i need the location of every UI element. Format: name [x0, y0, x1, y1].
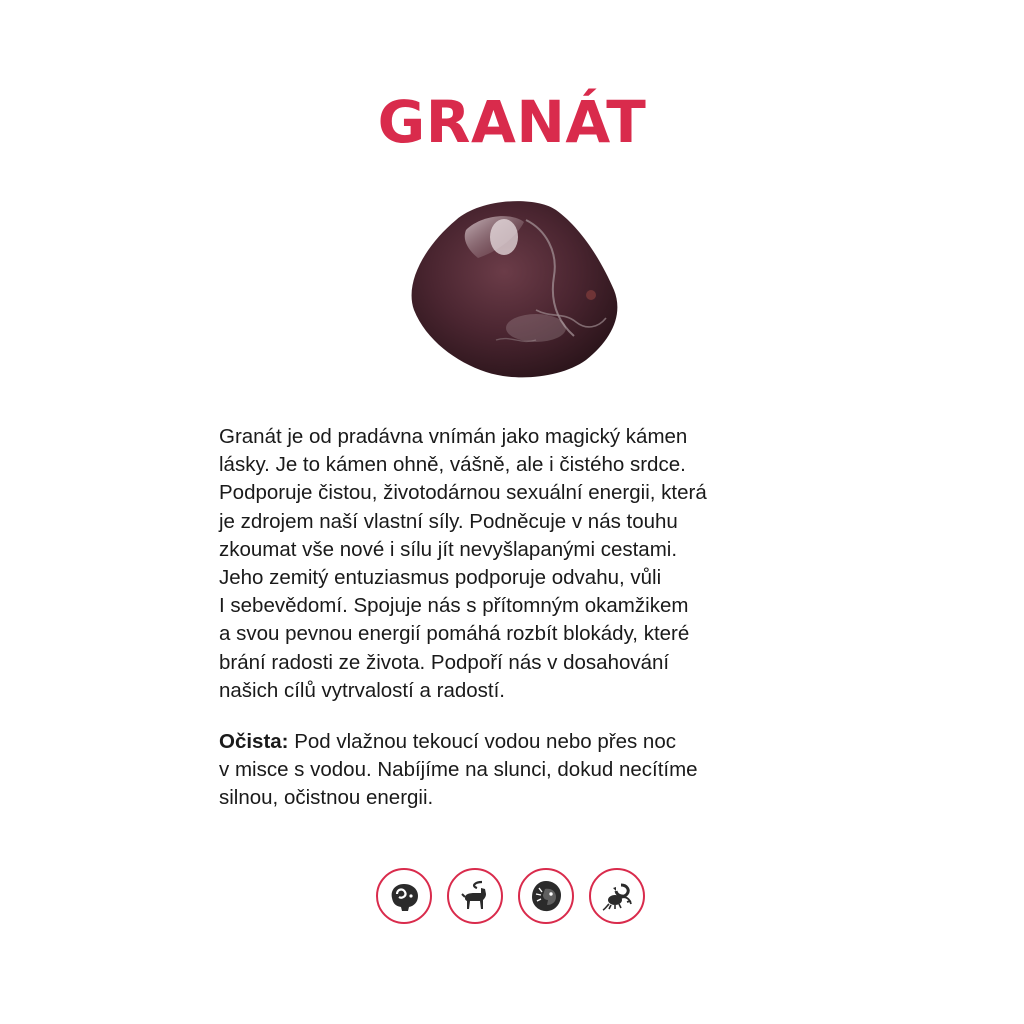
cleansing-line: v misce s vodou. Nabíjíme na slunci, dokud necítíme — [219, 758, 698, 782]
scorpio-scorpion-icon — [589, 868, 645, 924]
description-line: našich cílů vytrvalostí a radostí. — [219, 678, 505, 702]
description-line: lásky. Je to kámen ohně, vášně, ale i čistého srdce. — [219, 453, 686, 477]
cleansing-line: silnou, očistnou energii. — [219, 786, 434, 810]
page-title: GRANÁT — [377, 88, 647, 156]
leo-lion-icon — [518, 868, 574, 924]
cleansing-line — [219, 728, 819, 756]
description-line: je zdrojem naší vlastní síly. Podněcuje v nás touhu — [219, 509, 678, 533]
description-paragraph — [219, 423, 819, 705]
description-line: Granát je od pradávna vnímán jako magický kámen — [219, 425, 688, 448]
description-line: a svou pevnou energií pomáhá rozbít blokády, které — [219, 622, 690, 646]
description-line: Podporuje čistou, životodárnou sexuální energii, která — [219, 481, 707, 505]
cleansing-label: Očista: — [219, 730, 289, 753]
garnet-stone-image — [386, 190, 646, 390]
cleansing-text: Pod vlažnou tekoucí vodou nebo přes noc — [288, 730, 676, 753]
zodiac-signs — [376, 868, 656, 930]
aries-ram-icon — [376, 868, 432, 924]
cleansing-paragraph — [219, 728, 819, 813]
description-line: zkoumat vše nové i sílu jít nevyšlapanými cestami. — [219, 537, 678, 561]
description-line: brání radosti ze života. Podpoří nás v dosahování — [219, 650, 670, 674]
description-line: I sebevědomí. Spojuje nás s přítomným okamžikem — [219, 594, 689, 618]
capricorn-ibex-icon — [447, 868, 503, 924]
description-line: Jeho zemitý entuziasmus podporuje odvahu, vůli — [219, 566, 662, 590]
